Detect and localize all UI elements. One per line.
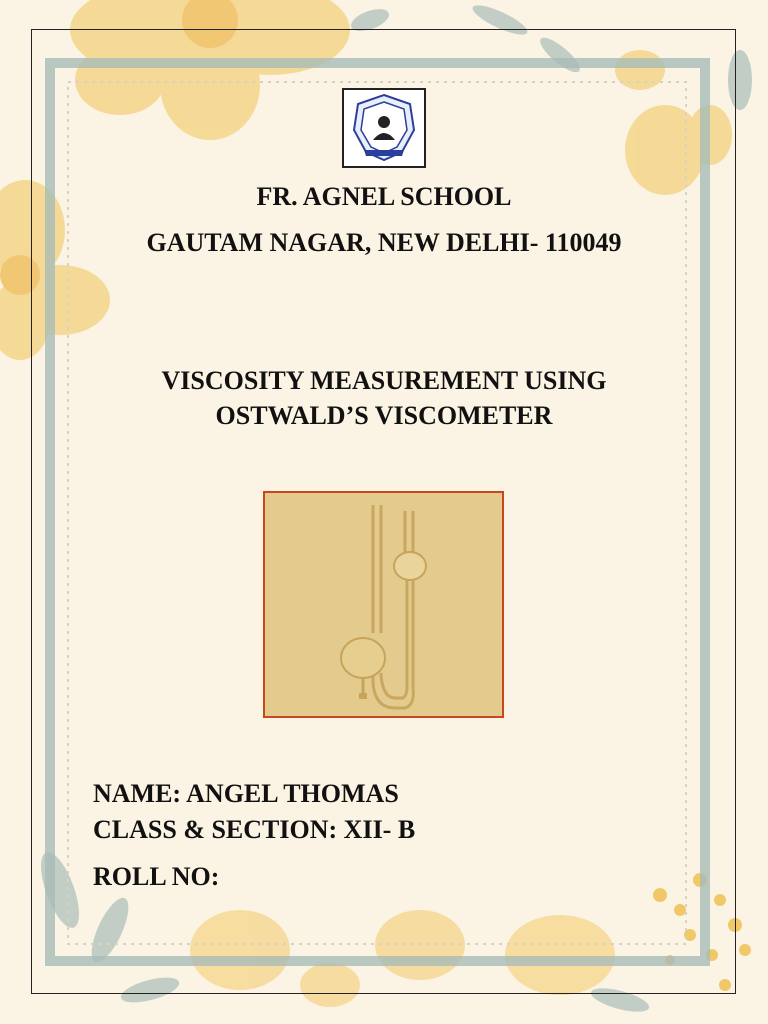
class-section: CLASS & SECTION: XII- B [93, 815, 416, 844]
project-title-line-2: OSTWALD’S VISCOMETER [215, 401, 553, 430]
school-name: FR. AGNEL SCHOOL [256, 182, 512, 211]
school-address: GAUTAM NAGAR, NEW DELHI- 110049 [146, 228, 622, 257]
student-name: NAME: ANGEL THOMAS [93, 779, 399, 808]
project-title-line-1: VISCOSITY MEASUREMENT USING [161, 366, 607, 395]
school-crest-icon [344, 90, 424, 166]
school-crest-logo [342, 88, 426, 168]
roll-number: ROLL NO: [93, 862, 220, 891]
viscometer-image [263, 491, 504, 718]
viscometer-icon [265, 493, 502, 716]
